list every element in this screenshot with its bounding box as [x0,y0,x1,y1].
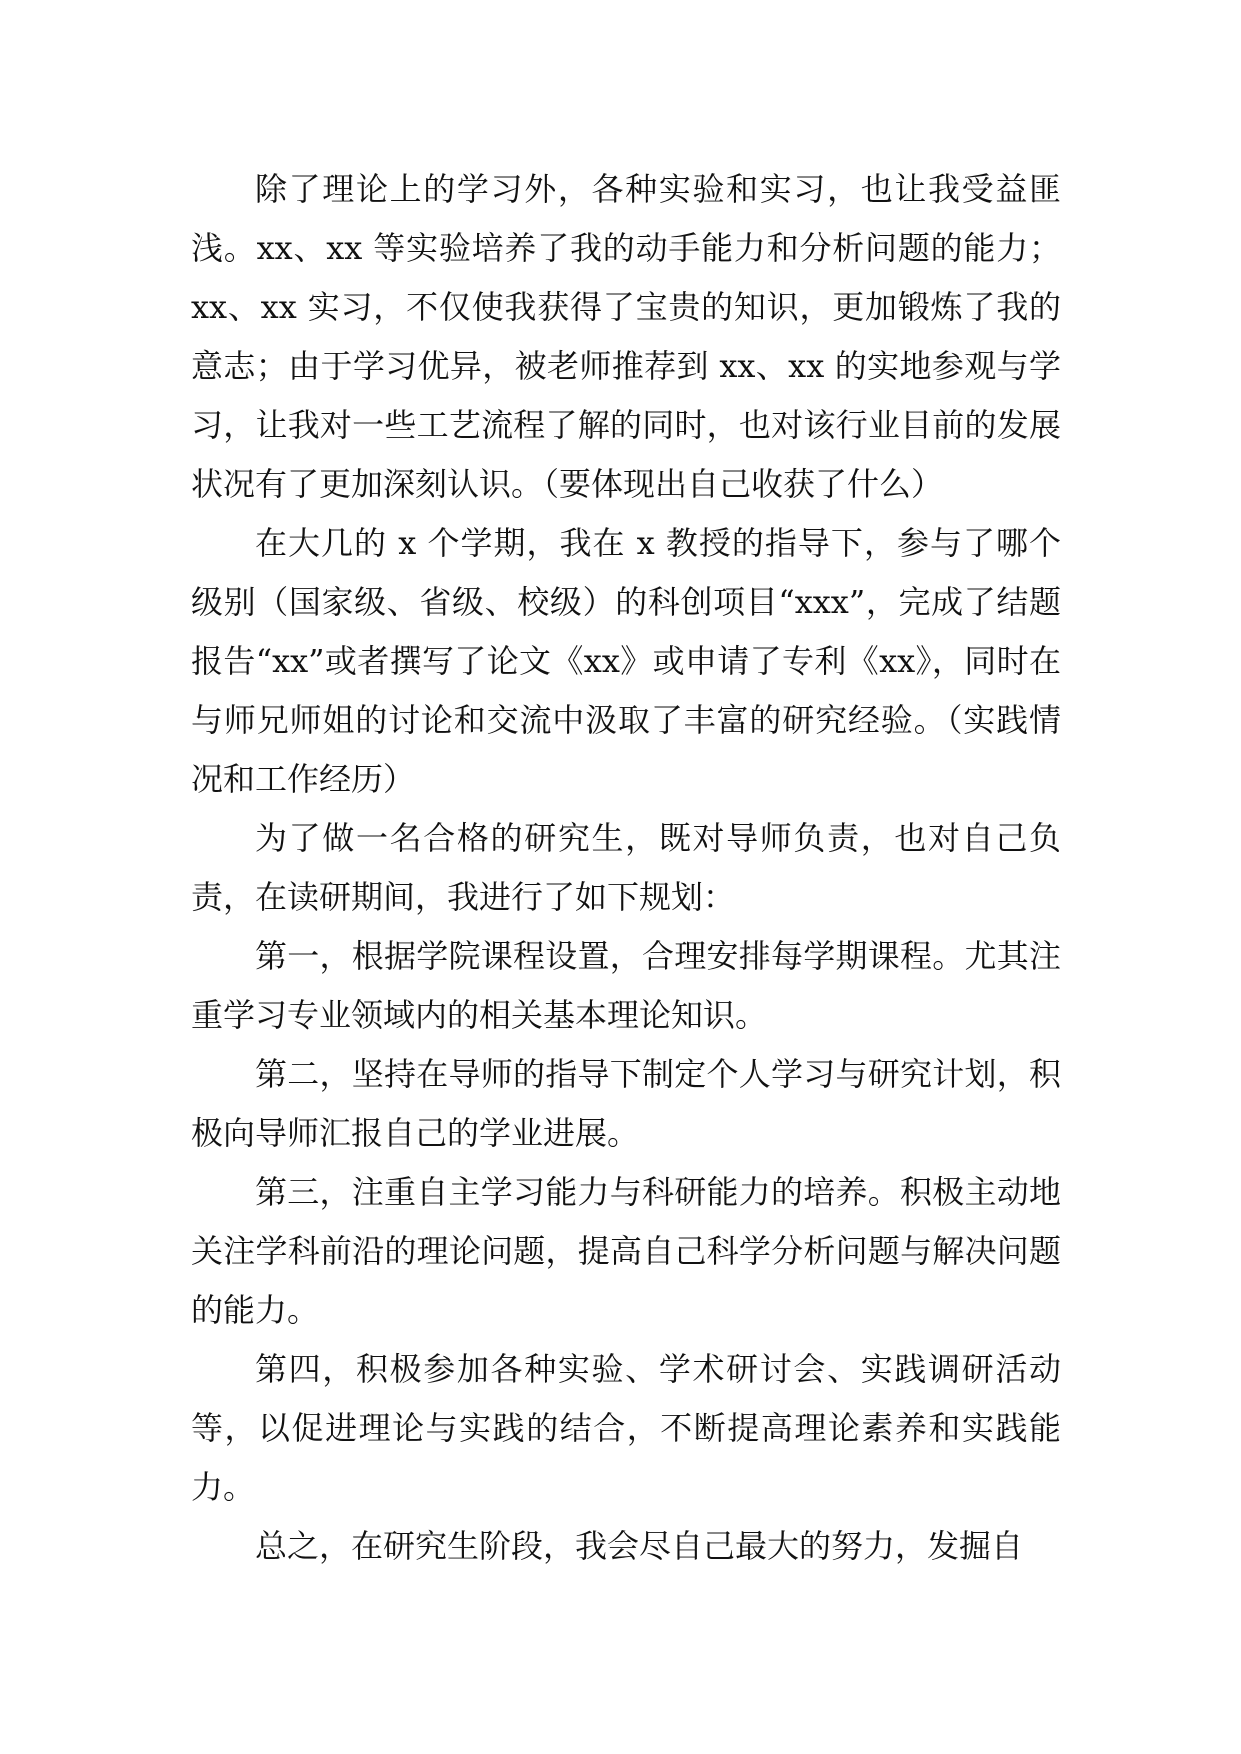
paragraph-plan-fourth: 第四，积极参加各种实验、学术研讨会、实践调研活动等，以促进理论与实践的结合，不断提高理论素养和实践能力。 [191,1350,1061,1506]
paragraph-plan-first: 第一，根据学院课程设置，合理安排每学期课程。尤其注重学习专业领域内的相关基本理论知识。 [191,937,1061,1034]
paragraph-experiments: 除了理论上的学习外，各种实验和实习，也让我受益匪浅。xx、xx 等实验培养了我的动手能力和分析问题的能力；xx、xx 实习，不仅使我获得了宝贵的知识，更加锻炼了我的意志；由于学习优异，被老师推荐到 xx、xx 的实地参观与学习，让我对一些工艺流程了解的同时，也对该行业目前的发展状况有了更加深刻认识。（要体现出自己收获了什么） [191,170,1061,503]
paragraph-plan-third: 第三，注重自主学习能力与科研能力的培养。积极主动地关注学科前沿的理论问题，提高自己科学分析问题与解决问题的能力。 [191,1173,1061,1329]
paragraph-conclusion: 总之，在研究生阶段，我会尽自己最大的努力，发掘自 [255,1527,1024,1565]
paragraph-study-plan-intro: 为了做一名合格的研究生，既对导师负责，也对自己负责，在读研期间，我进行了如下规划： [191,819,1061,916]
paragraph-plan-second: 第二，坚持在导师的指导下制定个人学习与研究计划，积极向导师汇报自己的学业进展。 [191,1055,1061,1152]
document-body [191,160,1061,1576]
paragraph-research-project: 在大几的 x 个学期，我在 x 教授的指导下，参与了哪个级别（国家级、省级、校级）的科创项目“xxx”，完成了结题报告“xx”或者撰写了论文《xx》或申请了专利《xx》，同时在与师兄师姐的讨论和交流中汲取了丰富的研究经验。（实践情况和工作经历） [191,524,1061,798]
